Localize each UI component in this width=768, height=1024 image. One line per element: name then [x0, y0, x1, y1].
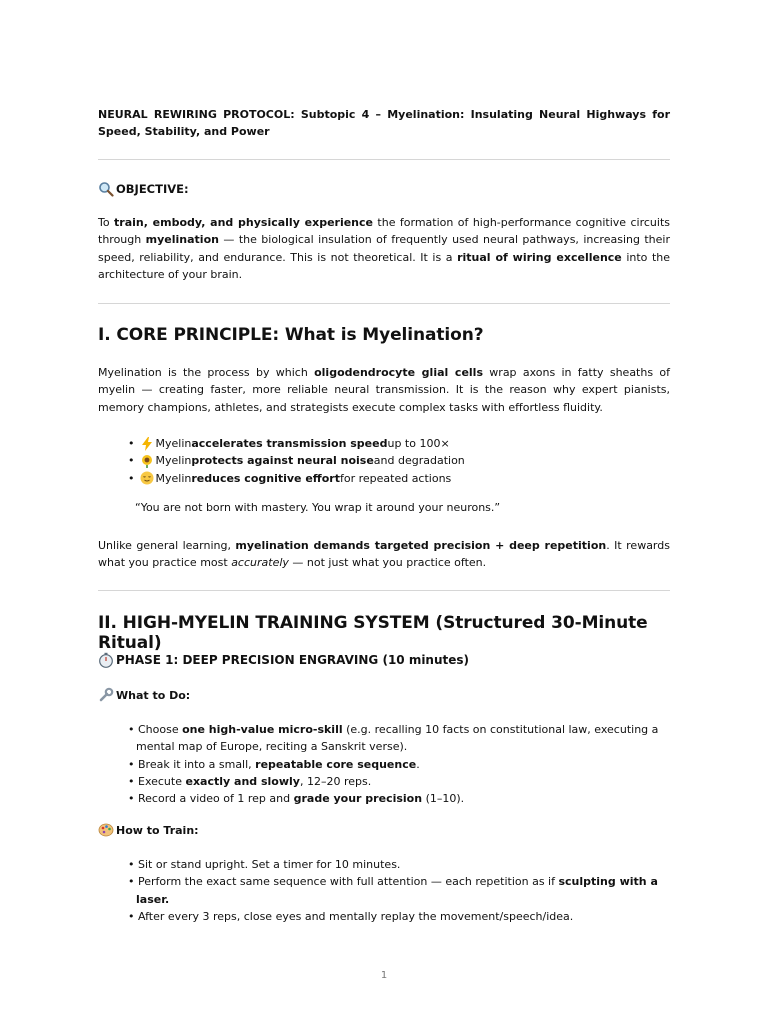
core-intro-paragraph: Myelination is the process by which oligodendrocyte glial cells wrap axons in fatty sheaths of myelin — creating faster, more reliable neural transmission. It is the reason why expert pianists, memory champions, athletes, and strategists execute complex tasks with effortless fluidity.: [98, 366, 670, 414]
list-item: • Myelin reduces cognitive effort for repeated actions: [128, 471, 452, 485]
divider: [98, 159, 670, 160]
how-to-train-heading: How to Train:: [98, 822, 199, 838]
list-item: • Execute exactly and slowly, 12–20 reps.: [128, 774, 372, 788]
divider: [98, 590, 670, 591]
mastery-quote: “You are not born with mastery. You wrap it around your neurons.”: [135, 501, 501, 514]
list-item: • Break it into a small, repeatable core sequence.: [128, 757, 420, 771]
list-item: • Record a video of 1 rep and grade your precision (1–10).: [128, 792, 465, 806]
list-item: • Myelin accelerates transmission speed up to 100×: [128, 437, 450, 450]
divider: [98, 303, 670, 304]
list-item: • After every 3 reps, close eyes and mentally replay the movement/speech/idea.: [128, 909, 574, 923]
sunflower-icon: [140, 454, 154, 468]
core-outro-paragraph: Unlike general learning, myelination demands targeted precision + deep repetition. It rewards what you practice most accurately — not just what you practice often.: [98, 539, 670, 570]
list-item: • Myelin protects against neural noise and degradation: [128, 454, 465, 468]
objective-paragraph: To train, embody, and physically experience the formation of high-performance cognitive circuits through myelination — the biological insulation of frequently used neural pathways, increasing their speed, reliability, and endurance. This is not theoretical. It is a ritual of wiring excellence into the architecture of your brain.: [98, 216, 671, 281]
relieved-face-icon: [140, 471, 154, 485]
list-item: • Sit or stand upright. Set a timer for 10 minutes.: [128, 858, 401, 871]
artist-palette-icon: [98, 822, 114, 838]
document-title: NEURAL REWIRING PROTOCOL: Subtopic 4 – Myelination: Insulating Neural Highways for Speed, Stability, and Power: [98, 108, 670, 138]
magnifier-icon: [98, 181, 114, 197]
wrench-icon: [98, 687, 114, 703]
page-number: 1: [380, 970, 388, 981]
myelin-benefits-list: [128, 435, 465, 487]
list-item: • Choose one high-value micro-skill (e.g. recalling 10 facts on constitutional law, executing a mental map of Europe, reciting a Sanskrit verse).: [128, 723, 659, 754]
objective-heading: OBJECTIVE:: [98, 181, 189, 197]
core-principle-heading: I. CORE PRINCIPLE: What is Myelination?: [98, 325, 484, 345]
how-to-train-list: [128, 856, 668, 925]
training-system-heading: II. HIGH-MYELIN TRAINING SYSTEM (Structured 30-Minute Ritual): [98, 613, 648, 653]
what-to-do-heading: What to Do:: [98, 687, 190, 703]
what-to-do-list: [128, 721, 668, 807]
phase-1-heading: PHASE 1: DEEP PRECISION ENGRAVING (10 minutes): [98, 652, 469, 668]
lightning-icon: [140, 437, 154, 451]
list-item: • Perform the exact same sequence with full attention — each repetition as if sculpting with a laser.: [128, 875, 658, 906]
stopwatch-icon: [98, 652, 114, 668]
